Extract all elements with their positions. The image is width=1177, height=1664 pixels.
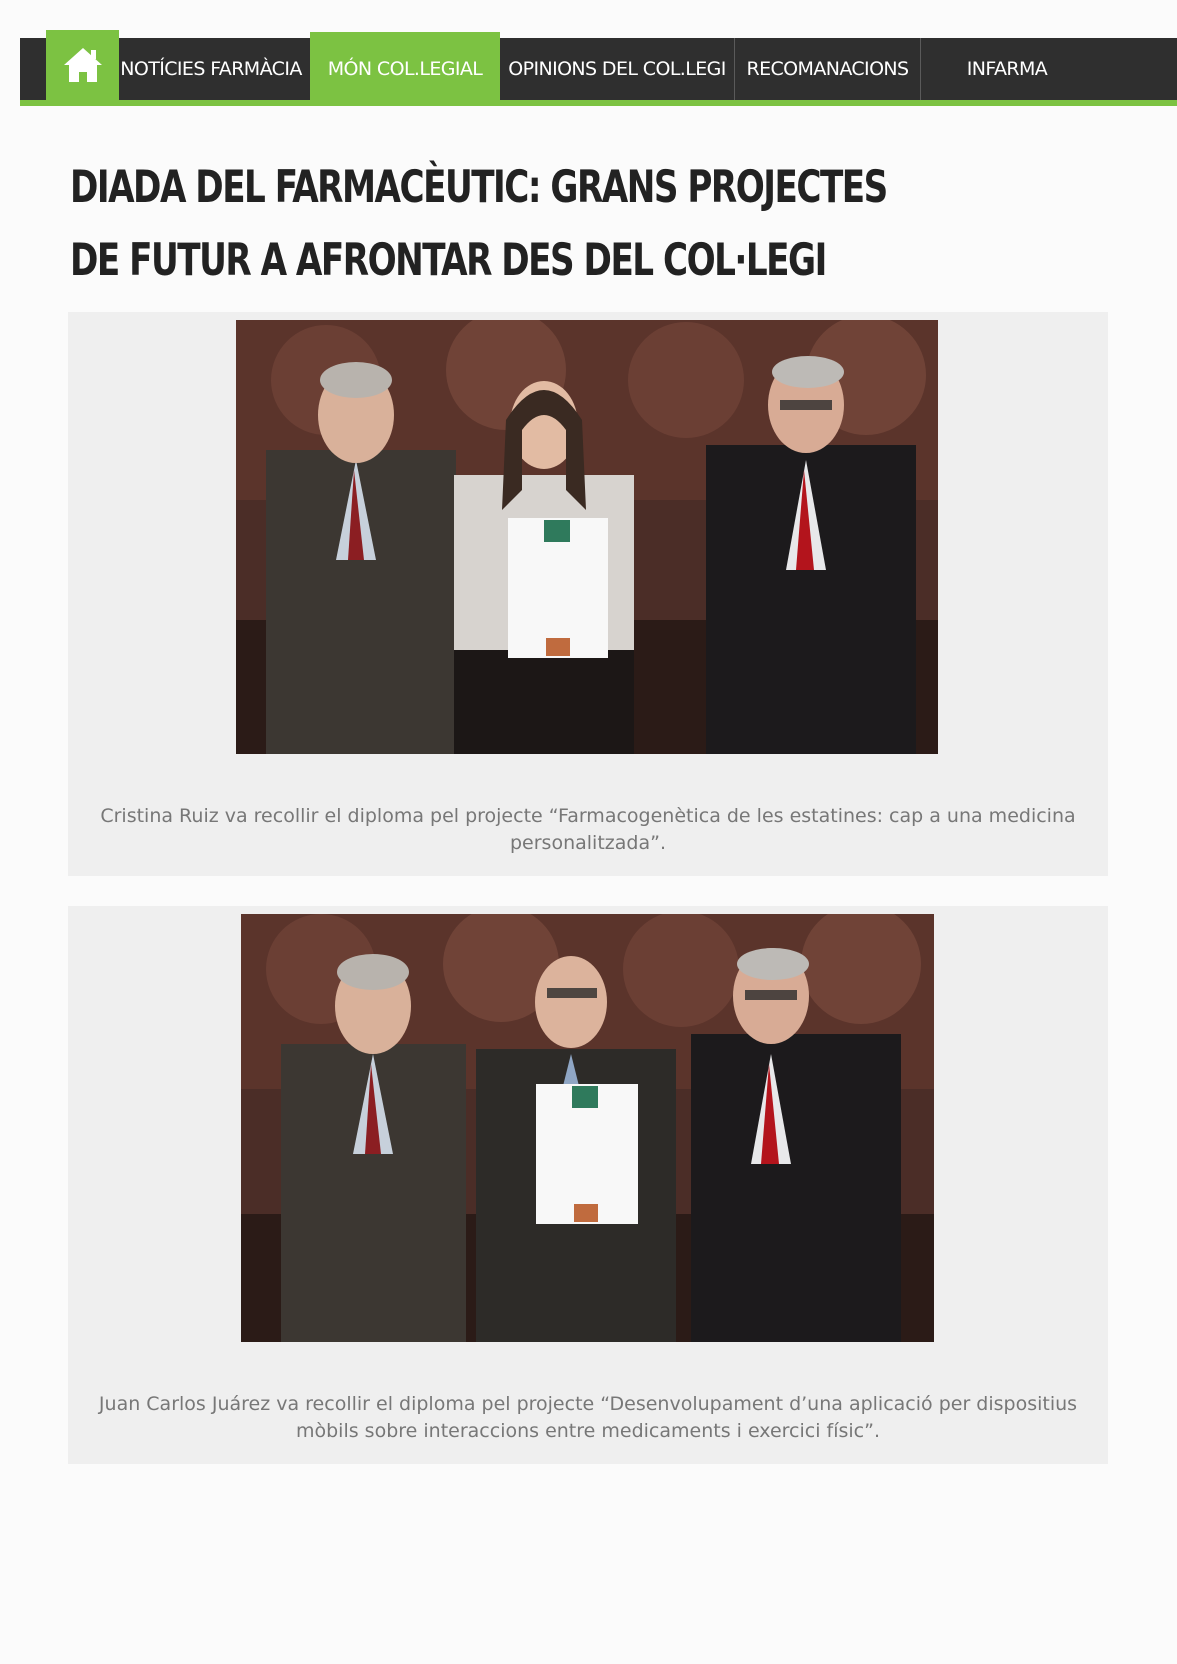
house-icon: [62, 45, 104, 85]
nav-item-recomanacions[interactable]: RECOMANACIONS: [746, 58, 909, 80]
home-button[interactable]: [46, 30, 119, 100]
nav-item-mon-collegial[interactable]: MÓN COL.LEGIAL: [310, 32, 500, 100]
award-photo: [241, 914, 934, 1342]
photo-caption: Juan Carlos Juárez va recollir el diploma pel projecte “Desenvolupament d’una aplicació per dispositius mòbils sobre interaccions entre medicaments i exercici físic”.: [98, 1393, 1078, 1442]
nav-item-opinions-del-collegi[interactable]: OPINIONS DEL COL.LEGI: [508, 58, 726, 80]
award-photo: [236, 320, 938, 754]
photo-card: [68, 906, 1108, 1464]
nav-item-noticies-farmacia[interactable]: NOTÍCIES FARMÀCIA: [120, 58, 302, 80]
photo-card: [68, 312, 1108, 876]
photo-caption: Cristina Ruiz va recollir el diploma pel projecte “Farmacogenètica de les estatines: cap a una medicina personalitzada”.: [100, 805, 1076, 854]
main-nav: [20, 38, 1177, 106]
nav-item-infarma[interactable]: INFARMA: [966, 58, 1048, 80]
page-title: DIADA DEL FARMACÈUTIC: GRANS PROJECTES DE FUTUR A AFRONTAR DES DEL COL·LEGI: [70, 160, 887, 286]
